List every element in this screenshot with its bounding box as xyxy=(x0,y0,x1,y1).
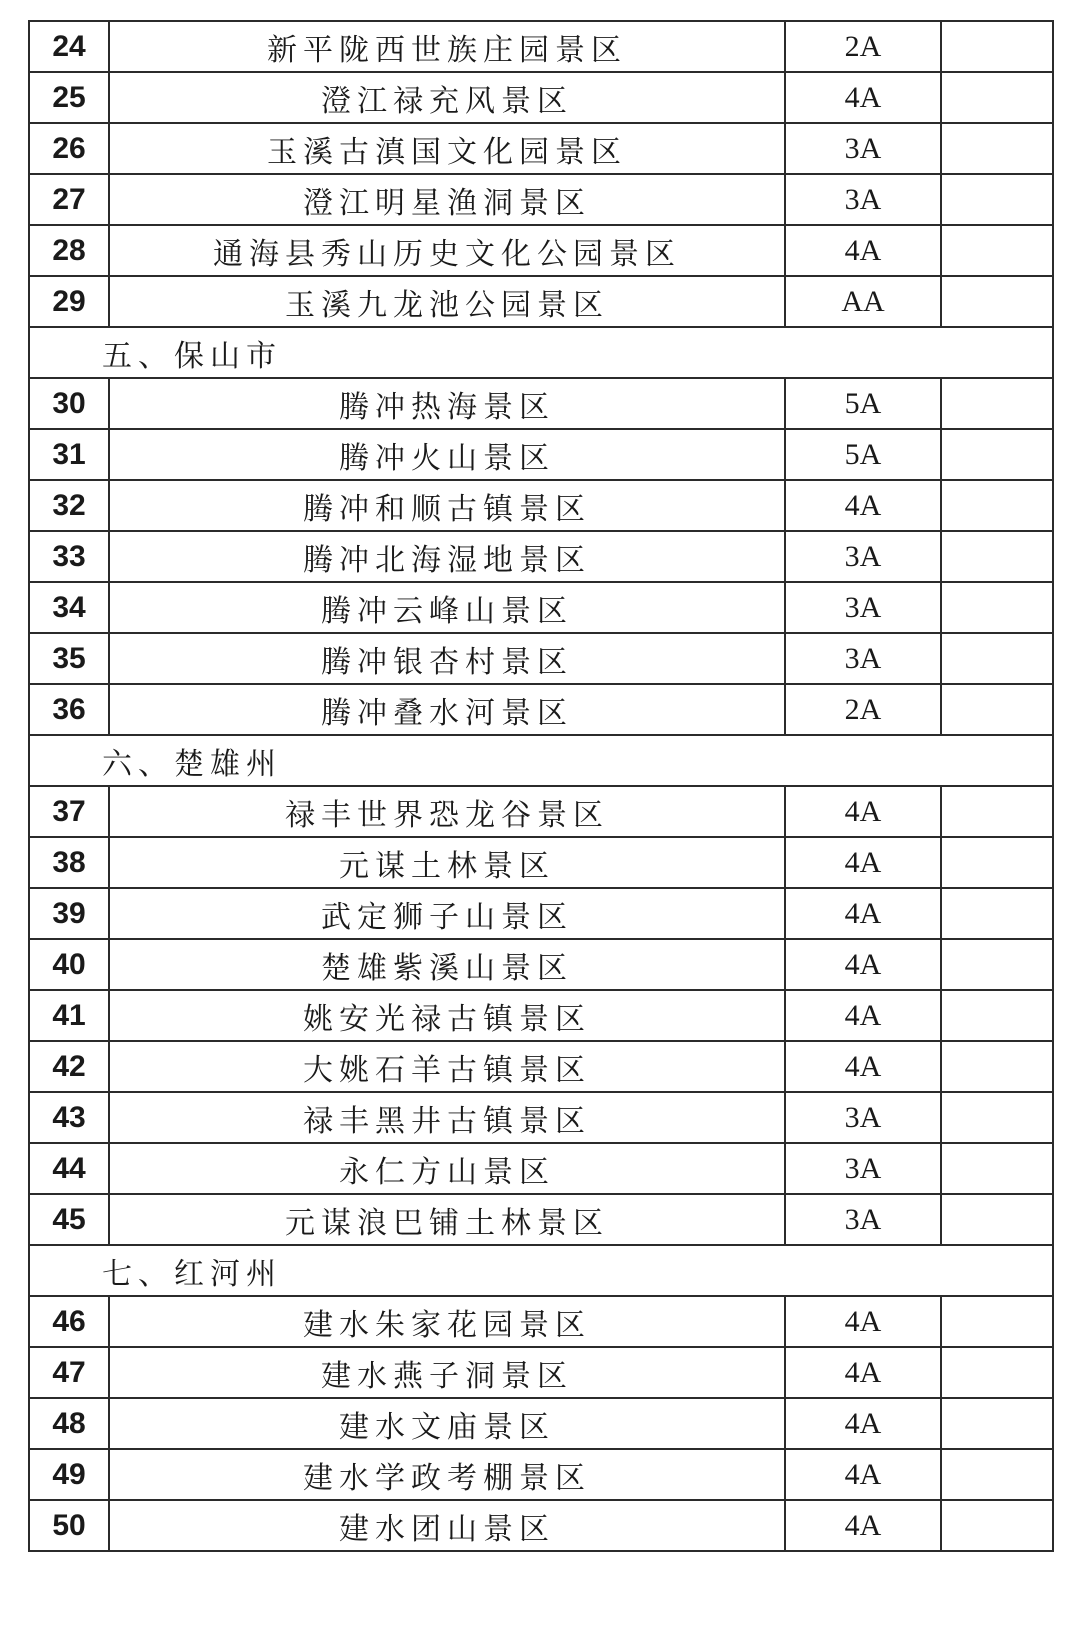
document-sheet xyxy=(28,20,1052,1552)
scenic-name-cell: 澄江禄充风景区 xyxy=(109,72,785,123)
grade-cell: 4A xyxy=(785,1500,941,1551)
table-row xyxy=(29,480,1053,531)
note-cell xyxy=(941,1041,1053,1092)
note-cell xyxy=(941,174,1053,225)
note-cell xyxy=(941,276,1053,327)
note-cell xyxy=(941,888,1053,939)
scenic-name-cell: 腾冲和顺古镇景区 xyxy=(109,480,785,531)
row-number-cell: 40 xyxy=(29,939,109,990)
note-cell xyxy=(941,837,1053,888)
grade-cell: 5A xyxy=(785,429,941,480)
row-number-cell: 50 xyxy=(29,1500,109,1551)
row-number-cell: 42 xyxy=(29,1041,109,1092)
note-cell xyxy=(941,582,1053,633)
scenic-name-cell: 新平陇西世族庄园景区 xyxy=(109,21,785,72)
scenic-name-cell: 玉溪九龙池公园景区 xyxy=(109,276,785,327)
grade-cell: 4A xyxy=(785,990,941,1041)
grade-cell: 3A xyxy=(785,531,941,582)
note-cell xyxy=(941,990,1053,1041)
grade-cell: 3A xyxy=(785,123,941,174)
note-cell xyxy=(941,1194,1053,1245)
grade-cell: 4A xyxy=(785,939,941,990)
scenic-name-cell: 禄丰世界恐龙谷景区 xyxy=(109,786,785,837)
row-number-cell: 44 xyxy=(29,1143,109,1194)
grade-cell: 4A xyxy=(785,1449,941,1500)
row-number-cell: 49 xyxy=(29,1449,109,1500)
grade-cell: 3A xyxy=(785,1194,941,1245)
row-number-cell: 33 xyxy=(29,531,109,582)
table-row xyxy=(29,1296,1053,1347)
row-number-cell: 47 xyxy=(29,1347,109,1398)
table-row xyxy=(29,123,1053,174)
grade-cell: 4A xyxy=(785,786,941,837)
note-cell xyxy=(941,531,1053,582)
note-cell xyxy=(941,123,1053,174)
scenic-name-cell: 元谋土林景区 xyxy=(109,837,785,888)
row-number-cell: 38 xyxy=(29,837,109,888)
grade-cell: 4A xyxy=(785,1398,941,1449)
row-number-cell: 48 xyxy=(29,1398,109,1449)
grade-cell: 3A xyxy=(785,582,941,633)
scenic-name-cell: 腾冲云峰山景区 xyxy=(109,582,785,633)
row-number-cell: 32 xyxy=(29,480,109,531)
scenic-name-cell: 腾冲北海湿地景区 xyxy=(109,531,785,582)
table-row xyxy=(29,378,1053,429)
scenic-name-cell: 腾冲热海景区 xyxy=(109,378,785,429)
row-number-cell: 43 xyxy=(29,1092,109,1143)
note-cell xyxy=(941,1500,1053,1551)
scenic-name-cell: 永仁方山景区 xyxy=(109,1143,785,1194)
grade-cell: 2A xyxy=(785,684,941,735)
table-row xyxy=(29,72,1053,123)
row-number-cell: 25 xyxy=(29,72,109,123)
note-cell xyxy=(941,684,1053,735)
table-row xyxy=(29,582,1053,633)
grade-cell: 2A xyxy=(785,21,941,72)
scenic-name-cell: 建水燕子洞景区 xyxy=(109,1347,785,1398)
row-number-cell: 31 xyxy=(29,429,109,480)
row-number-cell: 46 xyxy=(29,1296,109,1347)
scenic-name-cell: 腾冲叠水河景区 xyxy=(109,684,785,735)
table-row xyxy=(29,1143,1053,1194)
grade-cell: 4A xyxy=(785,1041,941,1092)
table-row xyxy=(29,1194,1053,1245)
table-row xyxy=(29,1347,1053,1398)
table-row xyxy=(29,21,1053,72)
table-row xyxy=(29,429,1053,480)
grade-cell: 3A xyxy=(785,1143,941,1194)
grade-cell: 4A xyxy=(785,225,941,276)
row-number-cell: 36 xyxy=(29,684,109,735)
grade-cell: 3A xyxy=(785,1092,941,1143)
note-cell xyxy=(941,21,1053,72)
section-row xyxy=(29,735,1053,786)
table-row xyxy=(29,888,1053,939)
table-row xyxy=(29,633,1053,684)
note-cell xyxy=(941,72,1053,123)
scenic-name-cell: 建水团山景区 xyxy=(109,1500,785,1551)
section-heading: 七、红河州 xyxy=(29,1245,1053,1296)
note-cell xyxy=(941,1296,1053,1347)
note-cell xyxy=(941,480,1053,531)
scenic-name-cell: 大姚石羊古镇景区 xyxy=(109,1041,785,1092)
scenic-name-cell: 武定狮子山景区 xyxy=(109,888,785,939)
note-cell xyxy=(941,378,1053,429)
table-row xyxy=(29,1398,1053,1449)
scenic-area-table-body xyxy=(29,21,1053,1551)
note-cell xyxy=(941,939,1053,990)
note-cell xyxy=(941,1092,1053,1143)
grade-cell: 4A xyxy=(785,1347,941,1398)
table-row xyxy=(29,174,1053,225)
scenic-name-cell: 建水学政考棚景区 xyxy=(109,1449,785,1500)
grade-cell: AA xyxy=(785,276,941,327)
row-number-cell: 24 xyxy=(29,21,109,72)
scenic-name-cell: 楚雄紫溪山景区 xyxy=(109,939,785,990)
row-number-cell: 29 xyxy=(29,276,109,327)
table-row xyxy=(29,225,1053,276)
grade-cell: 3A xyxy=(785,174,941,225)
table-row xyxy=(29,1092,1053,1143)
note-cell xyxy=(941,1398,1053,1449)
grade-cell: 4A xyxy=(785,1296,941,1347)
row-number-cell: 30 xyxy=(29,378,109,429)
scenic-name-cell: 腾冲银杏村景区 xyxy=(109,633,785,684)
table-row xyxy=(29,990,1053,1041)
table-row xyxy=(29,276,1053,327)
note-cell xyxy=(941,786,1053,837)
row-number-cell: 39 xyxy=(29,888,109,939)
row-number-cell: 27 xyxy=(29,174,109,225)
section-heading: 六、楚雄州 xyxy=(29,735,1053,786)
table-row xyxy=(29,939,1053,990)
row-number-cell: 34 xyxy=(29,582,109,633)
row-number-cell: 26 xyxy=(29,123,109,174)
scenic-name-cell: 玉溪古滇国文化园景区 xyxy=(109,123,785,174)
scenic-name-cell: 建水文庙景区 xyxy=(109,1398,785,1449)
grade-cell: 3A xyxy=(785,633,941,684)
scenic-name-cell: 元谋浪巴铺土林景区 xyxy=(109,1194,785,1245)
table-row xyxy=(29,1449,1053,1500)
row-number-cell: 41 xyxy=(29,990,109,1041)
grade-cell: 5A xyxy=(785,378,941,429)
grade-cell: 4A xyxy=(785,72,941,123)
note-cell xyxy=(941,633,1053,684)
scenic-name-cell: 澄江明星渔洞景区 xyxy=(109,174,785,225)
grade-cell: 4A xyxy=(785,837,941,888)
row-number-cell: 37 xyxy=(29,786,109,837)
table-row xyxy=(29,684,1053,735)
section-heading: 五、保山市 xyxy=(29,327,1053,378)
row-number-cell: 45 xyxy=(29,1194,109,1245)
grade-cell: 4A xyxy=(785,480,941,531)
note-cell xyxy=(941,429,1053,480)
note-cell xyxy=(941,1449,1053,1500)
scenic-name-cell: 禄丰黑井古镇景区 xyxy=(109,1092,785,1143)
table-row xyxy=(29,1041,1053,1092)
scenic-name-cell: 腾冲火山景区 xyxy=(109,429,785,480)
grade-cell: 4A xyxy=(785,888,941,939)
row-number-cell: 35 xyxy=(29,633,109,684)
section-row xyxy=(29,327,1053,378)
scenic-name-cell: 通海县秀山历史文化公园景区 xyxy=(109,225,785,276)
table-row xyxy=(29,1500,1053,1551)
note-cell xyxy=(941,225,1053,276)
note-cell xyxy=(941,1143,1053,1194)
note-cell xyxy=(941,1347,1053,1398)
scenic-name-cell: 建水朱家花园景区 xyxy=(109,1296,785,1347)
scenic-area-table xyxy=(28,20,1054,1552)
table-row xyxy=(29,786,1053,837)
table-row xyxy=(29,837,1053,888)
table-row xyxy=(29,531,1053,582)
section-row xyxy=(29,1245,1053,1296)
scenic-name-cell: 姚安光禄古镇景区 xyxy=(109,990,785,1041)
row-number-cell: 28 xyxy=(29,225,109,276)
